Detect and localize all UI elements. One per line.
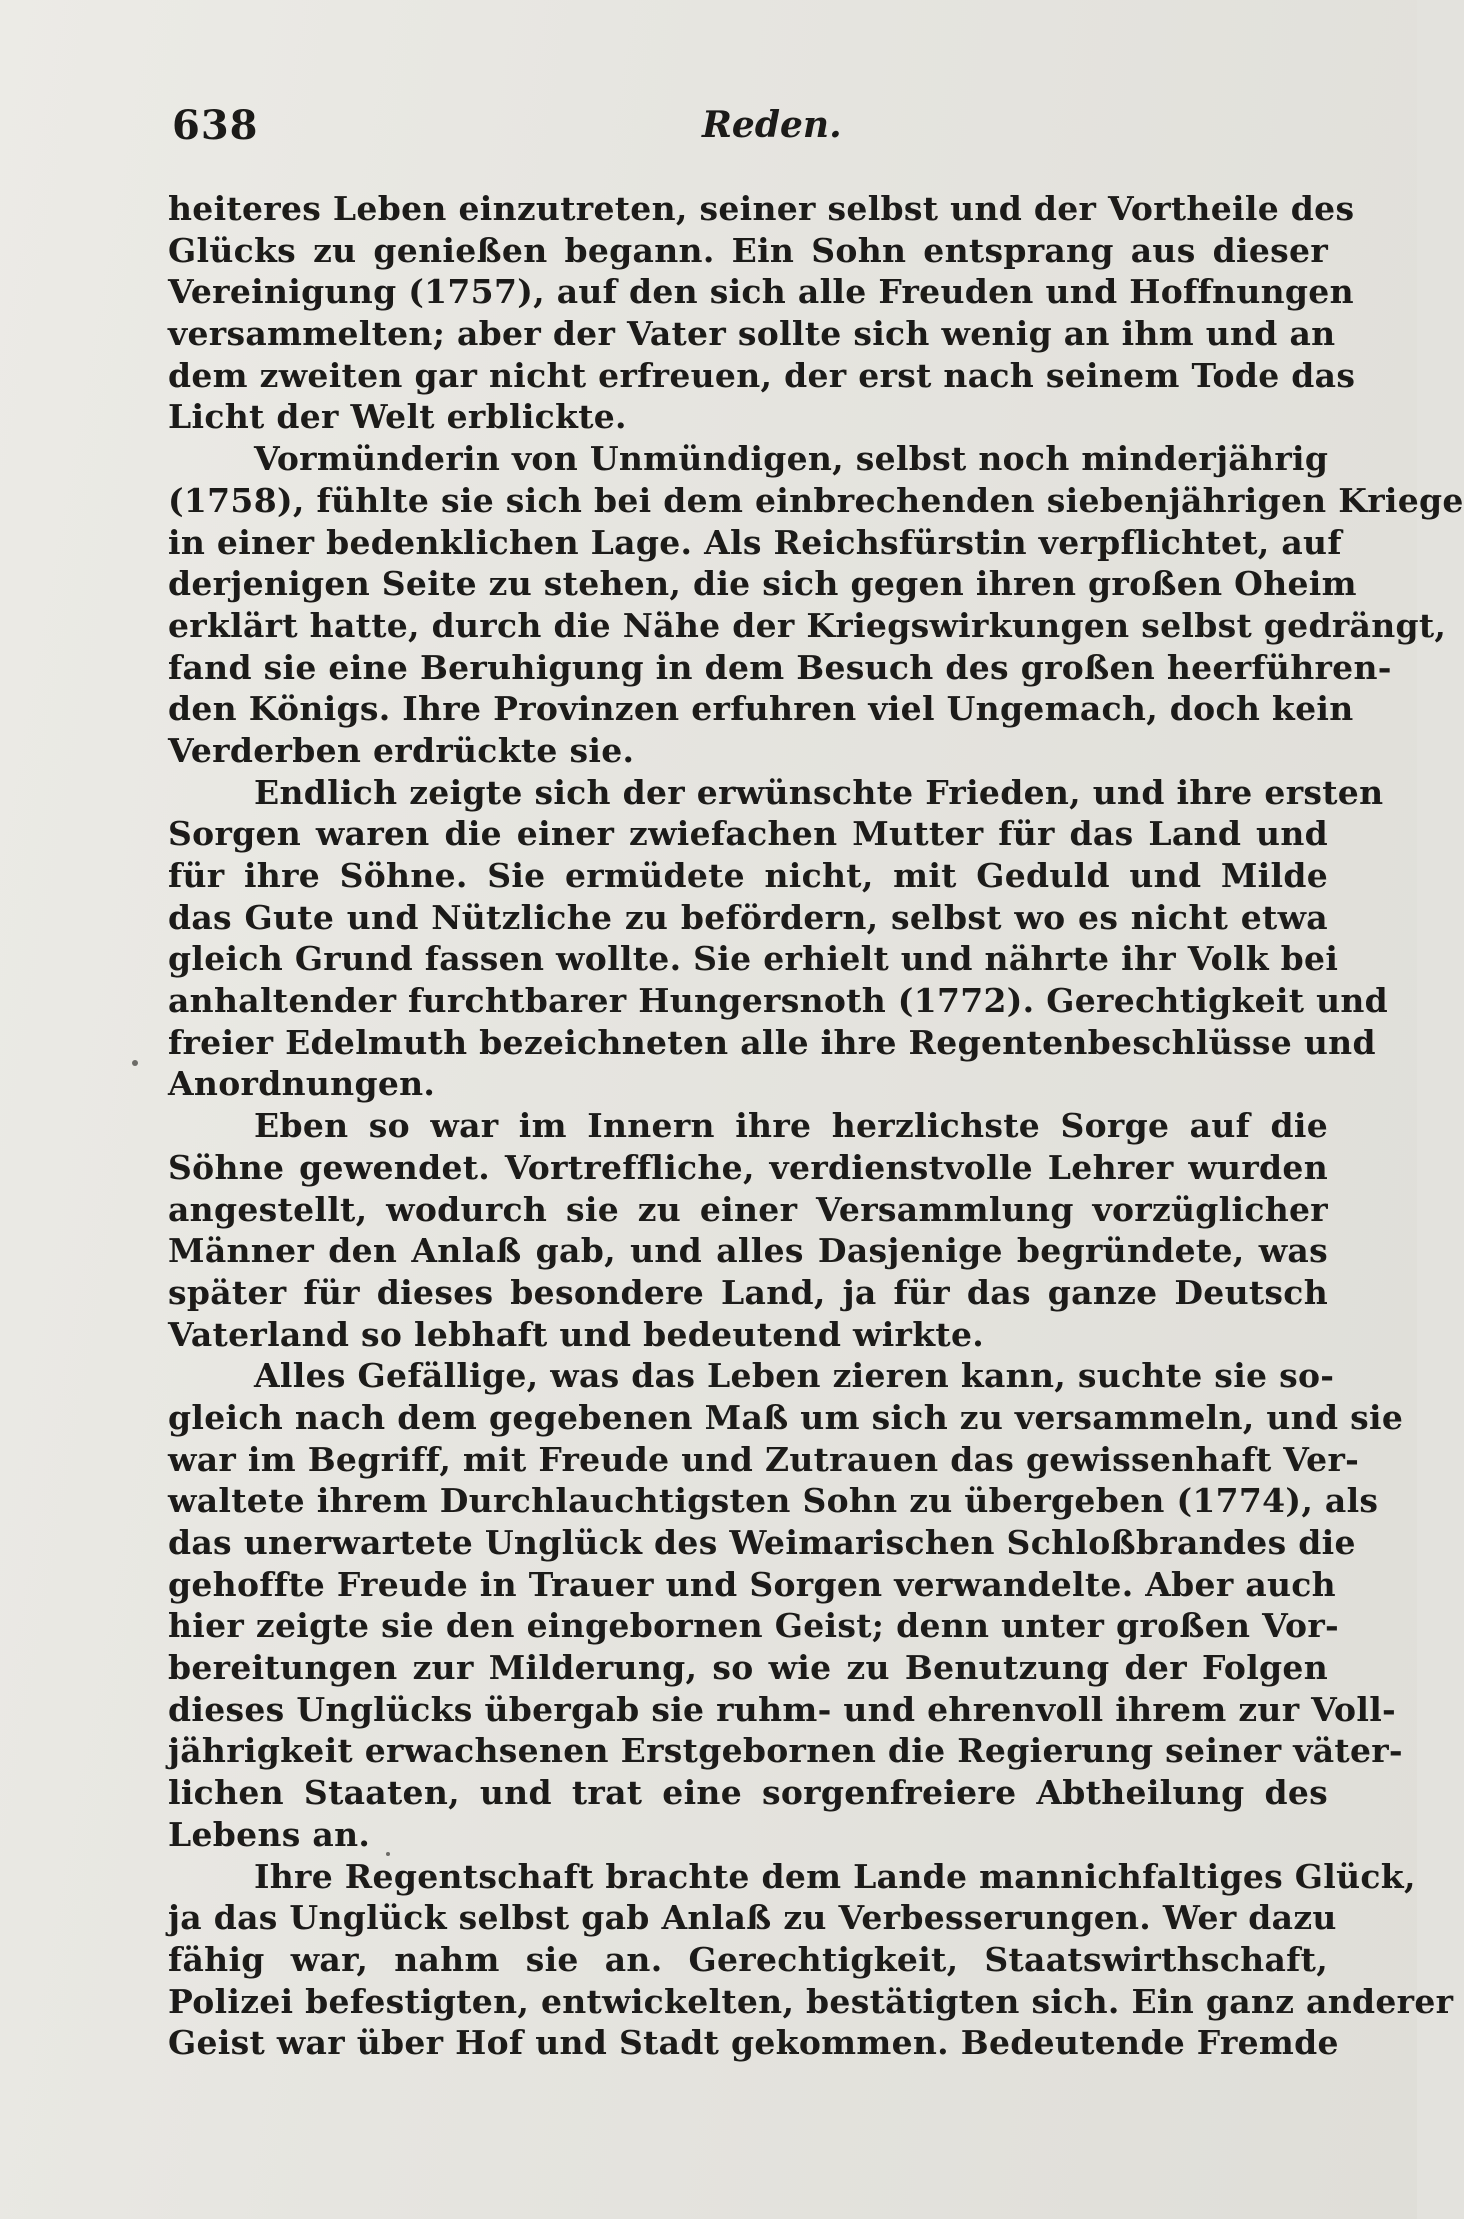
text-line: Vormünderin von Unmündigen, selbst noch minderjährig (254, 439, 1329, 479)
text-line: Männer den Anlaß gab, und alles Dasjenige begründete, was (168, 1231, 1328, 1271)
text-line: Lebens an. (168, 1814, 371, 1854)
text-line: das unerwartete Unglück des Weimarischen Schloßbrandes die (168, 1523, 1356, 1562)
text-line: angestellt, wodurch sie zu einer Versammlung vorzüglicher (168, 1189, 1328, 1229)
text-line: versammelten; aber der Vater sollte sich wenig an ihm und an (168, 314, 1336, 354)
text-line: Anordnungen. (168, 1064, 436, 1104)
paper-speck (386, 1852, 390, 1856)
body-text (168, 188, 1464, 2128)
text-line: ja das Unglück selbst gab Anlaß zu Verbesserungen. Wer dazu (168, 1898, 1337, 1938)
text-line: Vaterland so lebhaft und bedeutend wirkte. (168, 1314, 985, 1354)
text-line: derjenigen Seite zu stehen, die sich gegen ihren großen Oheim (168, 564, 1357, 604)
text-line: dieses Unglücks übergab sie ruhm- und ehrenvoll ihrem zur Voll- (168, 1689, 1397, 1729)
text-line: erklärt hatte, durch die Nähe der Kriegswirkungen selbst gedrängt, (168, 605, 1447, 645)
text-line: Alles Gefällige, was das Leben zieren kann, suchte sie so- (254, 1356, 1335, 1396)
text-line: heiteres Leben einzutreten, seiner selbst und der Vortheile des (168, 189, 1355, 228)
text-line: hier zeigte sie den eingebornen Geist; denn unter großen Vor- (168, 1606, 1339, 1646)
text-line: Glücks zu genießen begann. Ein Sohn entsprang aus dieser (168, 230, 1328, 270)
text-line: jährigkeit erwachsenen Erstgebornen die Regierung seiner väter- (168, 1731, 1403, 1771)
text-line: fähig war, nahm sie an. Gerechtigkeit, Staatswirthschaft, (168, 1939, 1328, 1979)
running-title: Reden. (702, 104, 842, 146)
text-line: dem zweiten gar nicht erfreuen, der erst nach seinem Tode das (168, 355, 1356, 395)
text-line: Endlich zeigte sich der erwünschte Frieden, und ihre ersten (254, 772, 1384, 812)
text-line: Polizei befestigten, entwickelten, bestätigten sich. Ein ganz anderer (168, 1981, 1454, 2021)
text-line: anhaltender furchtbarer Hungersnoth (1772). Gerechtigkeit und (168, 981, 1389, 1021)
text-line: war im Begriff, mit Freude und Zutrauen das gewissenhaft Ver- (168, 1439, 1360, 1479)
text-line: für ihre Söhne. Sie ermüdete nicht, mit Geduld und Milde (168, 856, 1328, 895)
text-line: Söhne gewendet. Vortreffliche, verdienstvolle Lehrer wurden (168, 1147, 1328, 1187)
text-line: später für dieses besondere Land, ja für das ganze Deutsch (168, 1272, 1328, 1312)
text-line: fand sie eine Beruhigung in dem Besuch des großen heerführen- (168, 647, 1392, 687)
text-line: in einer bedenklichen Lage. Als Reichsfürstin verpflichtet, auf (168, 522, 1342, 562)
text-line: Verderben erdrückte sie. (168, 730, 635, 770)
paper-speck (132, 1060, 138, 1066)
text-line: Ihre Regentschaft brachte dem Lande mannichfaltiges Glück, (254, 1856, 1416, 1896)
text-line: gleich nach dem gegebenen Maß um sich zu versammeln, und sie (168, 1397, 1404, 1437)
text-line: Sorgen waren die einer zwiefachen Mutter für das Land und (168, 814, 1328, 854)
text-line: gleich Grund fassen wollte. Sie erhielt und nährte ihr Volk bei (168, 939, 1339, 979)
text-line: freier Edelmuth bezeichneten alle ihre Regentenbeschlüsse und (168, 1022, 1376, 1062)
text-line: Geist war über Hof und Stadt gekommen. Bedeutende Fremde (168, 2023, 1339, 2063)
text-line: Eben so war im Innern ihre herzlichste Sorge auf die (254, 1106, 1328, 1146)
text-line: das Gute und Nützliche zu befördern, selbst wo es nicht etwa (168, 897, 1328, 937)
running-head (172, 102, 1322, 152)
text-line: lichen Staaten, und trat eine sorgenfreiere Abtheilung des (168, 1773, 1328, 1813)
text-line: den Königs. Ihre Provinzen erfuhren viel Ungemach, doch kein (168, 689, 1354, 729)
text-line: Vereinigung (1757), auf den sich alle Freuden und Hoffnungen (168, 272, 1354, 312)
text-line: bereitungen zur Milderung, so wie zu Benutzung der Folgen (168, 1648, 1328, 1688)
text-line: waltete ihrem Durchlauchtigsten Sohn zu übergeben (1774), als (168, 1481, 1379, 1521)
text-line: Licht der Welt erblickte. (168, 397, 627, 437)
text-line: gehoffte Freude in Trauer und Sorgen verwandelte. Aber auch (168, 1564, 1336, 1604)
text-line: (1758), fühlte sie sich bei dem einbrechenden siebenjährigen Kriege (168, 480, 1464, 520)
page-number: 638 (172, 102, 259, 149)
